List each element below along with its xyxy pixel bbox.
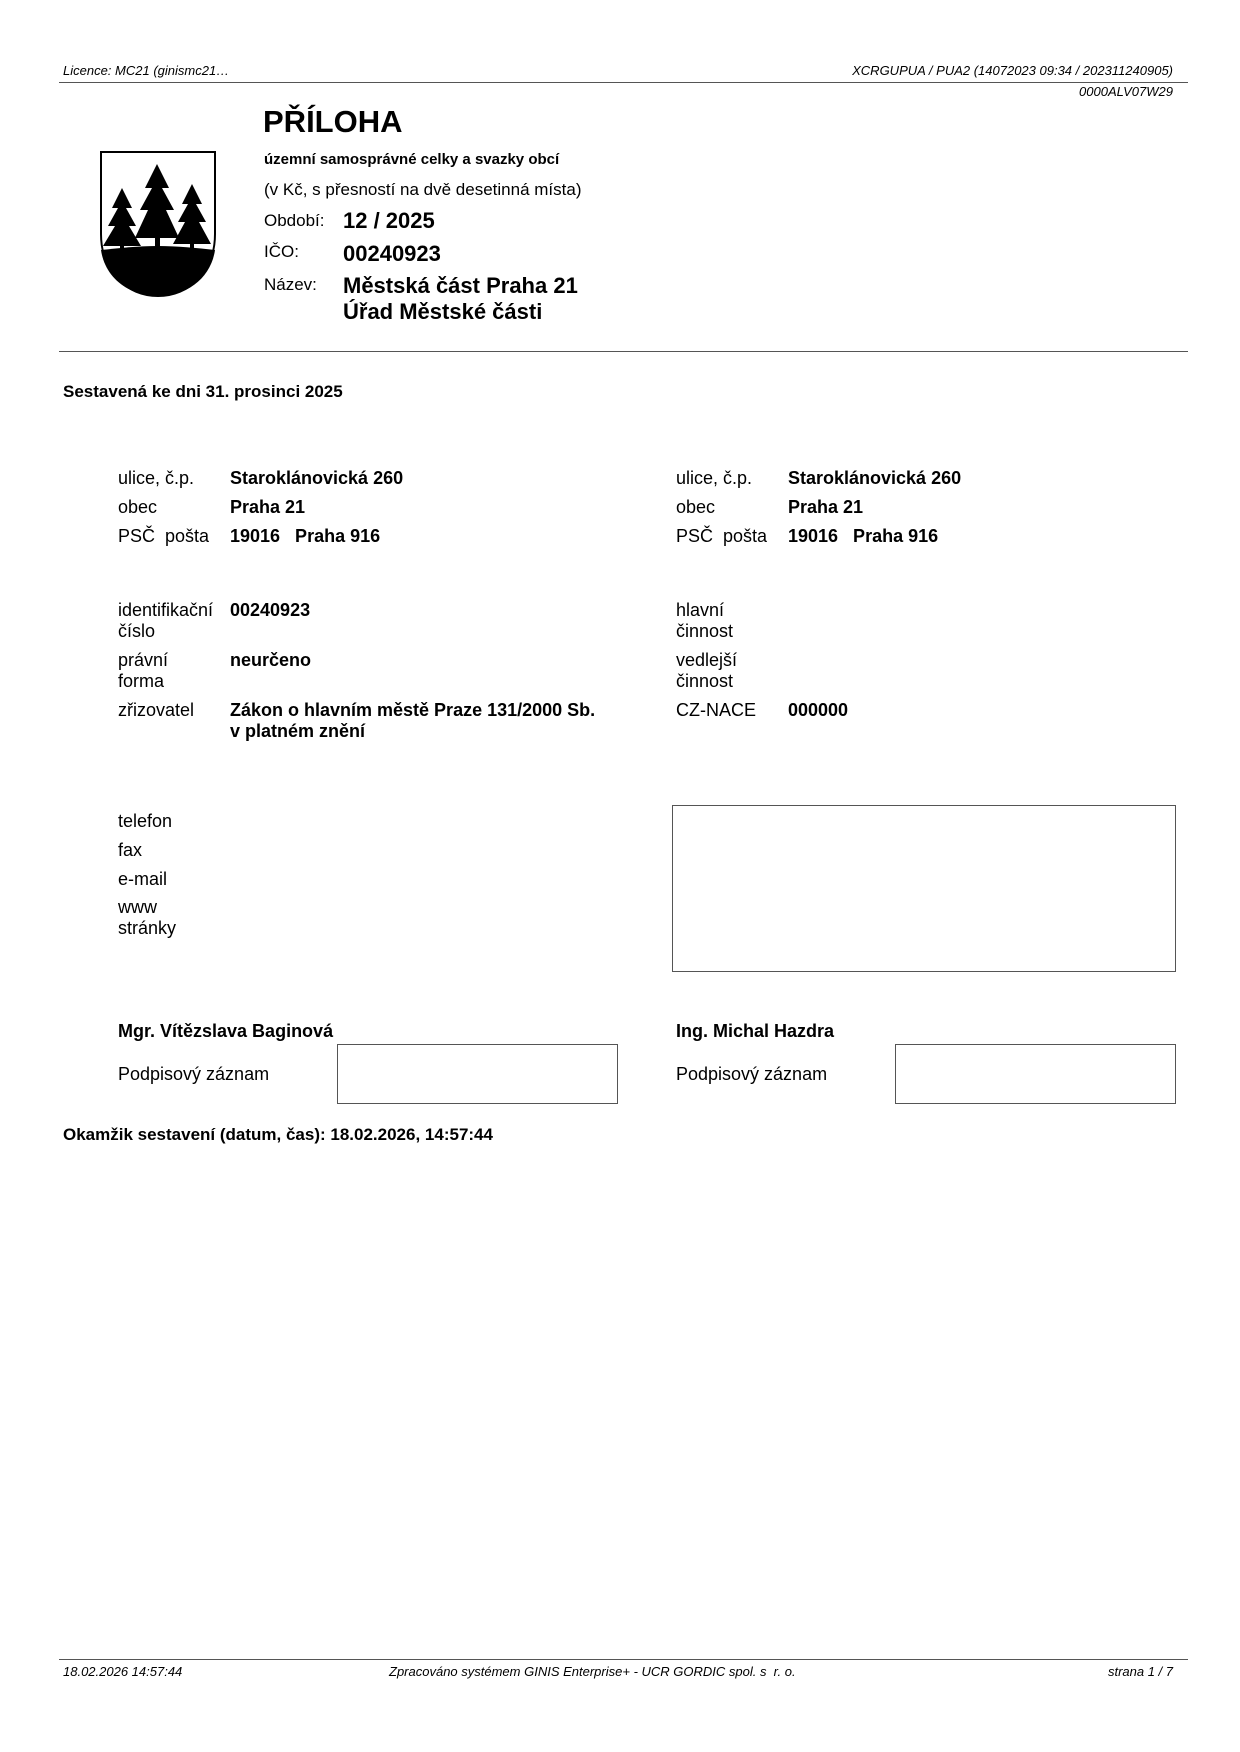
city-label-left: obec [118,497,158,517]
generated-at: Okamžik sestavení (datum, čas): 18.02.2026, 14:57:44 [63,1125,493,1144]
system-code: XCRGUPUA / PUA2 (14072023 09:34 / 202311240905) [852,63,1173,78]
id-label [118,600,213,642]
side-activity-label [676,650,737,692]
main-activity-label-line1: hlavní [676,600,725,620]
units-note: (v Kč, s přesností na dvě desetinná místa) [264,180,582,199]
signature-record-label-left: Podpisový záznam [118,1064,270,1084]
city-value-right: Praha 21 [788,497,864,517]
side-activity-label-line2: činnost [676,671,734,691]
footer-system: Zpracováno systémem GINIS Enterprise+ - UCR GORDIC spol. s r. o. [389,1664,796,1679]
form-label-line2: forma [118,671,165,691]
compiled-date: Sestavená ke dni 31. prosinci 2025 [63,382,343,401]
email-label: e-mail [118,869,168,889]
ico-value: 00240923 [343,241,441,266]
psc-label-left: PSČ pošta [118,526,210,546]
id-label-line1: identifikační [118,600,214,620]
main-activity-label-line2: činnost [676,621,734,641]
title-divider [59,351,1188,352]
psc-value-left: 19016 Praha 916 [230,526,381,546]
side-activity-label-line1: vedlejší [676,650,738,670]
subtitle: územní samosprávné celky a svazky obcí [264,151,560,168]
name-value-line1: Městská část Praha 21 [343,273,578,298]
period-value: 12 / 2025 [343,208,435,233]
form-label-line1: právní [118,650,169,670]
form-label [118,650,168,692]
doc-code: 0000ALV07W29 [1079,84,1173,99]
signer-left-name: Mgr. Vítězslava Baginová [118,1021,334,1041]
coat-of-arms-emblem [99,150,217,298]
id-value: 00240923 [230,600,311,620]
street-value-right: Staroklánovická 260 [788,468,962,488]
city-label-right: obec [676,497,716,517]
founder-value-line1: Zákon o hlavním městě Praze 131/2000 Sb. [230,700,596,720]
founder-label: zřizovatel [118,700,195,720]
licence-text: Licence: MC21 (ginismc21… [63,63,230,78]
footer-divider [59,1659,1188,1660]
street-value-left: Staroklánovická 260 [230,468,404,488]
www-label-line1: www [118,897,157,917]
page-title: PŘÍLOHA [263,104,403,139]
street-label-right: ulice, č.p. [676,468,753,488]
signer-right-name: Ing. Michal Hazdra [676,1021,835,1041]
contact-info-box [672,805,1176,972]
nace-value: 000000 [788,700,849,720]
header-divider [59,82,1188,83]
id-label-line2: číslo [118,621,156,641]
psc-value-right: 19016 Praha 916 [788,526,939,546]
fax-label: fax [118,840,143,860]
trees-emblem-icon [99,150,217,298]
period-label: Období: [264,211,325,230]
signature-record-label-right: Podpisový záznam [676,1064,828,1084]
ico-label: IČO: [264,242,299,261]
phone-label: telefon [118,811,173,831]
www-label-line2: stránky [118,918,177,938]
nace-label: CZ-NACE [676,700,756,720]
form-value: neurčeno [230,650,312,670]
name-label: Název: [264,275,317,294]
founder-value-line2: v platném znění [230,721,366,741]
footer-page: strana 1 / 7 [1107,1664,1173,1679]
main-activity-label [676,600,733,642]
founder-value [230,700,595,742]
psc-label-right: PSČ pošta [676,526,768,546]
signature-box-right [895,1044,1176,1104]
footer-timestamp: 18.02.2026 14:57:44 [63,1664,183,1679]
name-value-line2: Úřad Městské části [343,299,543,324]
www-label [118,897,176,939]
street-label-left: ulice, č.p. [118,468,195,488]
city-value-left: Praha 21 [230,497,306,517]
signature-box-left [337,1044,618,1104]
